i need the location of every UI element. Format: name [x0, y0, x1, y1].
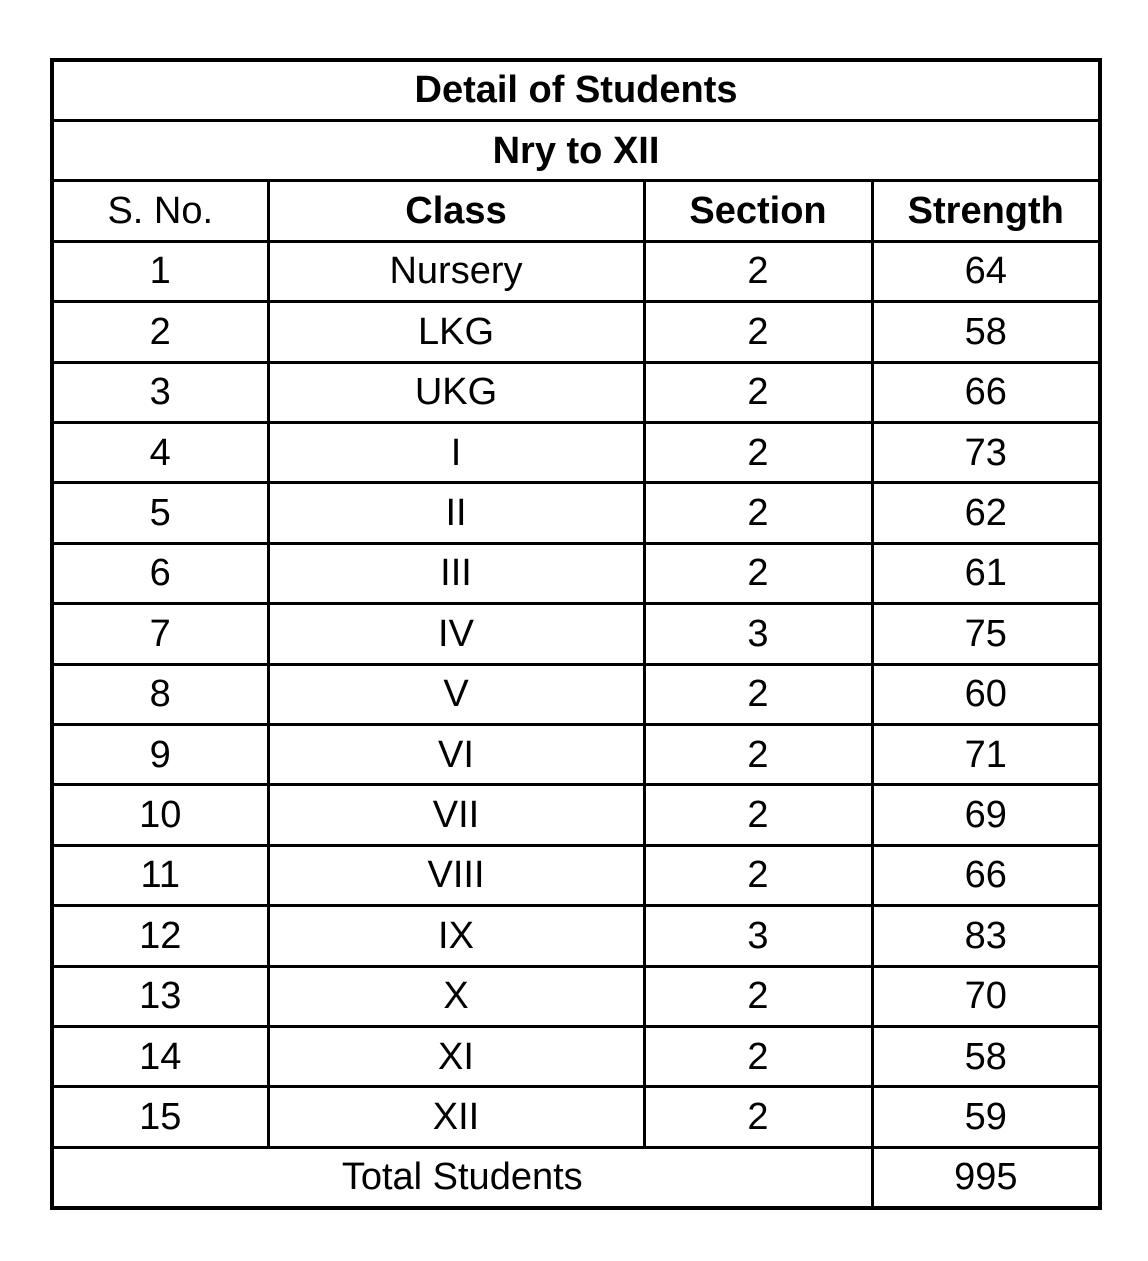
header-sno: S. No. [52, 181, 268, 241]
cell-sno: 11 [52, 845, 268, 905]
cell-section: 2 [644, 483, 872, 543]
cell-class: IX [268, 906, 644, 966]
cell-sno: 12 [52, 906, 268, 966]
cell-sno: 6 [52, 543, 268, 603]
cell-sno: 13 [52, 966, 268, 1026]
cell-sno: 8 [52, 664, 268, 724]
table-row [52, 483, 1100, 543]
table-row [52, 1087, 1100, 1147]
header-section: Section [644, 181, 872, 241]
cell-sno: 5 [52, 483, 268, 543]
header-strength: Strength [872, 181, 1100, 241]
cell-sno: 1 [52, 241, 268, 301]
cell-section: 2 [644, 785, 872, 845]
header-row [52, 181, 1100, 241]
cell-class: VII [268, 785, 644, 845]
cell-class: II [268, 483, 644, 543]
table-row [52, 845, 1100, 905]
cell-section: 2 [644, 1087, 872, 1147]
cell-class: LKG [268, 302, 644, 362]
cell-section: 2 [644, 362, 872, 422]
cell-section: 2 [644, 543, 872, 603]
table-row [52, 543, 1100, 603]
cell-strength: 66 [872, 845, 1100, 905]
cell-strength: 64 [872, 241, 1100, 301]
cell-sno: 10 [52, 785, 268, 845]
total-value: 995 [872, 1147, 1100, 1208]
cell-section: 3 [644, 906, 872, 966]
cell-strength: 61 [872, 543, 1100, 603]
table-subtitle: Nry to XII [52, 120, 1100, 180]
cell-strength: 66 [872, 362, 1100, 422]
table-row [52, 302, 1100, 362]
total-label: Total Students [52, 1147, 872, 1208]
table-row [52, 724, 1100, 784]
cell-strength: 70 [872, 966, 1100, 1026]
cell-section: 2 [644, 966, 872, 1026]
total-row [52, 1147, 1100, 1208]
cell-section: 3 [644, 604, 872, 664]
cell-strength: 58 [872, 302, 1100, 362]
title-row [52, 60, 1100, 120]
cell-class: XII [268, 1087, 644, 1147]
cell-section: 2 [644, 845, 872, 905]
students-table [50, 58, 1102, 1210]
cell-class: V [268, 664, 644, 724]
cell-class: III [268, 543, 644, 603]
table-row [52, 785, 1100, 845]
cell-class: UKG [268, 362, 644, 422]
table-row [52, 604, 1100, 664]
table-row [52, 422, 1100, 482]
cell-strength: 69 [872, 785, 1100, 845]
table-row [52, 966, 1100, 1026]
cell-strength: 59 [872, 1087, 1100, 1147]
cell-sno: 9 [52, 724, 268, 784]
table-row [52, 362, 1100, 422]
cell-class: VI [268, 724, 644, 784]
cell-section: 2 [644, 422, 872, 482]
subtitle-row [52, 120, 1100, 180]
cell-class: Nursery [268, 241, 644, 301]
cell-strength: 60 [872, 664, 1100, 724]
cell-sno: 4 [52, 422, 268, 482]
header-class: Class [268, 181, 644, 241]
cell-strength: 58 [872, 1027, 1100, 1087]
table-row [52, 664, 1100, 724]
table-row [52, 1027, 1100, 1087]
cell-strength: 73 [872, 422, 1100, 482]
cell-class: XI [268, 1027, 644, 1087]
cell-class: VIII [268, 845, 644, 905]
cell-section: 2 [644, 664, 872, 724]
cell-strength: 83 [872, 906, 1100, 966]
cell-sno: 2 [52, 302, 268, 362]
table-title: Detail of Students [52, 60, 1100, 120]
cell-strength: 71 [872, 724, 1100, 784]
cell-sno: 15 [52, 1087, 268, 1147]
cell-strength: 62 [872, 483, 1100, 543]
table-row [52, 906, 1100, 966]
cell-sno: 3 [52, 362, 268, 422]
cell-class: I [268, 422, 644, 482]
cell-sno: 7 [52, 604, 268, 664]
cell-section: 2 [644, 302, 872, 362]
cell-class: IV [268, 604, 644, 664]
cell-strength: 75 [872, 604, 1100, 664]
table-row [52, 241, 1100, 301]
students-table-body [52, 60, 1100, 1208]
cell-section: 2 [644, 241, 872, 301]
cell-class: X [268, 966, 644, 1026]
cell-section: 2 [644, 1027, 872, 1087]
cell-section: 2 [644, 724, 872, 784]
cell-sno: 14 [52, 1027, 268, 1087]
